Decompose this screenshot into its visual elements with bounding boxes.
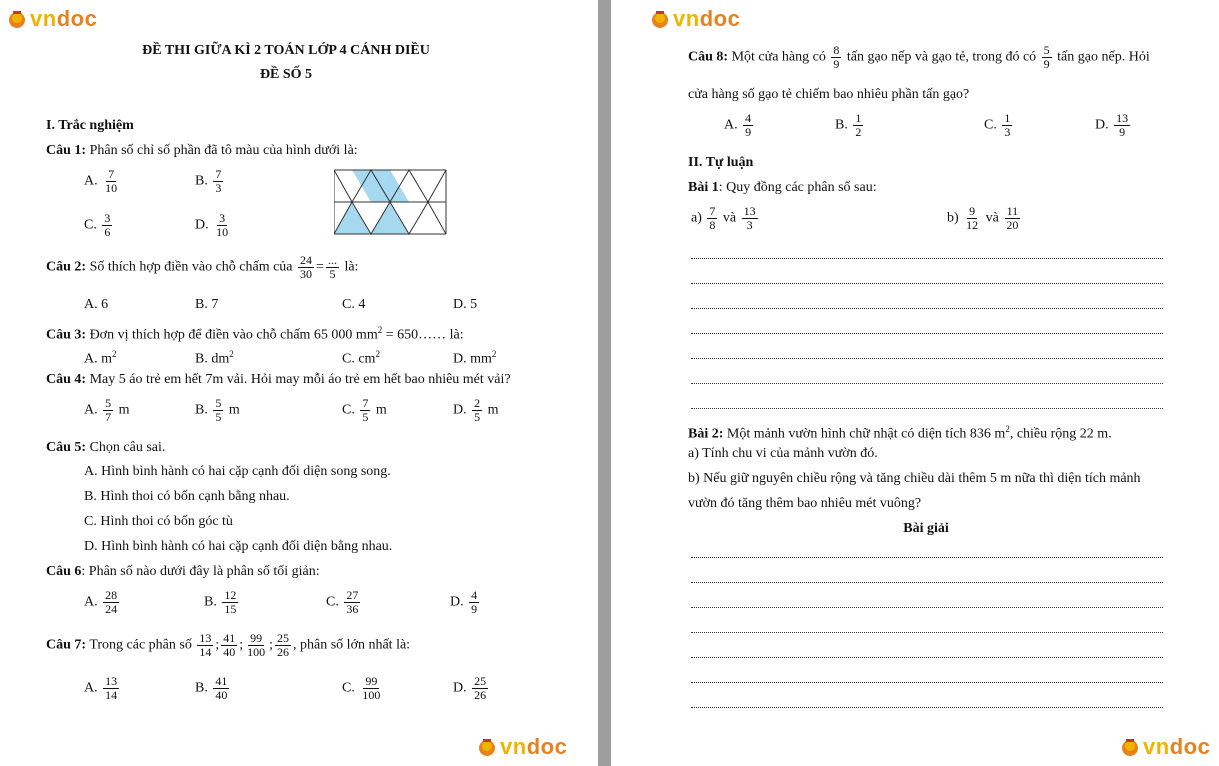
q5-option-d[interactable]: D. Hình bình hành có hai cặp cạnh đối diện bằng nhau. [84,539,393,554]
exercise-1-b: b) $\frac{9}{12}$ và $\frac{11}{20}$ [947,204,1019,232]
exercise-2-b-line1: b) Nếu giữ nguyên chiều rộng và tăng chiều dài thêm 5 m nữa thì diện tích mảnh [688,471,1141,486]
footer-logo-left: vn doc [476,734,567,760]
question-2: Câu 2: Số thích hợp điền vào chỗ chấm của $\frac{24}{30}$ = ... 5 là: [46,253,359,281]
shaded-triangle-4 [371,202,409,234]
exercise-1-a: a) $\frac{7}{8}$ và $\frac{13}{3}$ [691,204,756,232]
answer-line[interactable] [691,707,1163,708]
q8-line-2: cửa hàng số gạo tẻ chiếm bao nhiêu phần tấn gạo? [688,87,970,102]
q4-option-d[interactable]: D. $\frac{2}{5}$ m [453,396,499,424]
question-6: Câu 6: Phân số nào dưới đây là phân số tối giản: [46,564,320,579]
mascot-icon [476,736,498,758]
answer-line[interactable] [691,582,1163,583]
exercise-2-a: a) Tính chu vi của mảnh vườn đó. [688,446,878,461]
q6-option-a[interactable]: A. $\frac{28}{24}$ [84,588,118,616]
question-7: Câu 7: Trong các phân số $\frac{13}{14}$ ; $\frac{41}{40}$ ; $\frac{99}{100}$ ; $\frac{25}{26}$ , phân số lớn nhất là: [46,631,411,659]
q6-option-b[interactable]: B. $\frac{12}{15}$ [204,588,237,616]
q7-option-d[interactable]: D. $\frac{25}{26}$ [453,674,487,702]
page-left [0,0,598,766]
logo-text-vn: vn [30,6,57,31]
q5-option-c[interactable]: C. Hình thoi có bốn góc tù [84,514,233,529]
exercise-1: Bài 1: Quy đồng các phân số sau: [688,180,877,195]
q8-option-a[interactable]: A. $\frac{4}{9}$ [724,111,752,139]
q3-option-b[interactable]: B. $dm^2$ [195,349,234,367]
q5-option-b[interactable]: B. Hình thoi có bốn cạnh bằng nhau. [84,489,290,504]
answer-line[interactable] [691,657,1163,658]
q7-option-c[interactable]: C. $\frac{99}{100}$ [342,674,381,702]
answer-line[interactable] [691,607,1163,608]
q2-option-a[interactable]: A. 6 [84,297,109,312]
question-4: Câu 4: May 5 áo trẻ em hết 7m vải. Hỏi may mỗi áo trẻ em hết bao nhiêu mét vải? [46,372,511,387]
q4-option-a[interactable]: A. $\frac{5}{7}$ m [84,396,130,424]
q3-option-a[interactable]: A. $m^2$ [84,349,117,367]
answer-line[interactable] [691,632,1163,633]
q2-option-d[interactable]: D. 5 [453,297,478,312]
vndoc-logo-right: vn doc [649,6,740,32]
answer-line[interactable] [691,258,1163,259]
answer-line[interactable] [691,333,1163,334]
q1-option-c[interactable]: C. $\frac{3}{6}$ [84,211,111,239]
q1-option-b[interactable]: B. $\frac{7}{3}$ [195,167,222,195]
exam-number: ĐỀ SỐ 5 [259,67,313,82]
mascot-icon [1119,736,1141,758]
vndoc-logo [6,6,97,32]
footer-logo-right: vn doc [1119,734,1210,760]
answer-line[interactable] [691,358,1163,359]
triangle-figure [334,169,448,235]
section-essay: II. Tự luận [688,155,754,170]
q5-option-a[interactable]: A. Hình bình hành có hai cặp cạnh đối diện song song. [84,464,391,479]
q6-option-c[interactable]: C. $\frac{27}{36}$ [326,588,359,616]
solution-heading: Bài giải [903,521,949,536]
answer-line[interactable] [691,383,1163,384]
q8-option-b[interactable]: B. $\frac{1}{2}$ [835,111,862,139]
exercise-2: Bài 2: Một mảnh vườn hình chữ nhật có diện tích 836 $m^2$, chiều rộng 22 m. [688,424,1112,442]
answer-line[interactable] [691,408,1163,409]
shaded-triangle-3 [334,202,371,234]
answer-line[interactable] [691,557,1163,558]
page-right [611,0,1219,766]
answer-line[interactable] [691,682,1163,683]
q4-option-c[interactable]: C. $\frac{7}{5}$ m [342,396,387,424]
exam-title: ĐỀ THI GIỮA KÌ 2 TOÁN LỚP 4 CÁNH DIỀU [142,43,430,58]
q1-text: Phân số chỉ số phần đã tô màu của hình dưới là: [89,143,358,158]
question-3: Câu 3: Đơn vị thích hợp để điền vào chỗ chấm 65 000 $mm^2$ = 650…… là: [46,325,464,343]
q1-option-d[interactable]: D. $\frac{3}{10}$ [195,211,229,239]
q1-option-a[interactable]: A. $\frac{7}{10}$ [84,167,118,195]
q3-option-d[interactable]: D. $mm^2$ [453,349,497,367]
q4-option-b[interactable]: B. $\frac{5}{5}$ m [195,396,240,424]
exercise-2-b-line2: vườn đó tăng thêm bao nhiêu mét vuông? [688,496,922,511]
section-multiple-choice: I. Trắc nghiệm [46,118,134,133]
q8-option-d[interactable]: D. $\frac{13}{9}$ [1095,111,1129,139]
question-5: Câu 5: Chọn câu sai. [46,440,166,455]
answer-line[interactable] [691,283,1163,284]
q8-option-c[interactable]: C. $\frac{1}{3}$ [984,111,1011,139]
mascot-icon [649,8,671,30]
logo-text-doc: doc [56,6,98,31]
answer-line[interactable] [691,308,1163,309]
q7-option-a[interactable]: A. $\frac{13}{14}$ [84,674,118,702]
q2-option-c[interactable]: C. 4 [342,297,366,312]
q2-option-b[interactable]: B. 7 [195,297,219,312]
question-8: Câu 8: Một cửa hàng có $\frac{8}{9}$ tấn gạo nếp và gạo tẻ, trong đó có $\frac{5}{9}$ tấn gạo nếp. Hỏi [688,43,1150,71]
q6-option-d[interactable]: D. $\frac{4}{9}$ [450,588,478,616]
q7-option-b[interactable]: B. $\frac{41}{40}$ [195,674,228,702]
q3-option-c[interactable]: C. $cm^2$ [342,349,380,367]
question-1 [46,142,358,160]
mascot-icon [6,8,28,30]
q1-label: Câu 1: [46,143,87,158]
